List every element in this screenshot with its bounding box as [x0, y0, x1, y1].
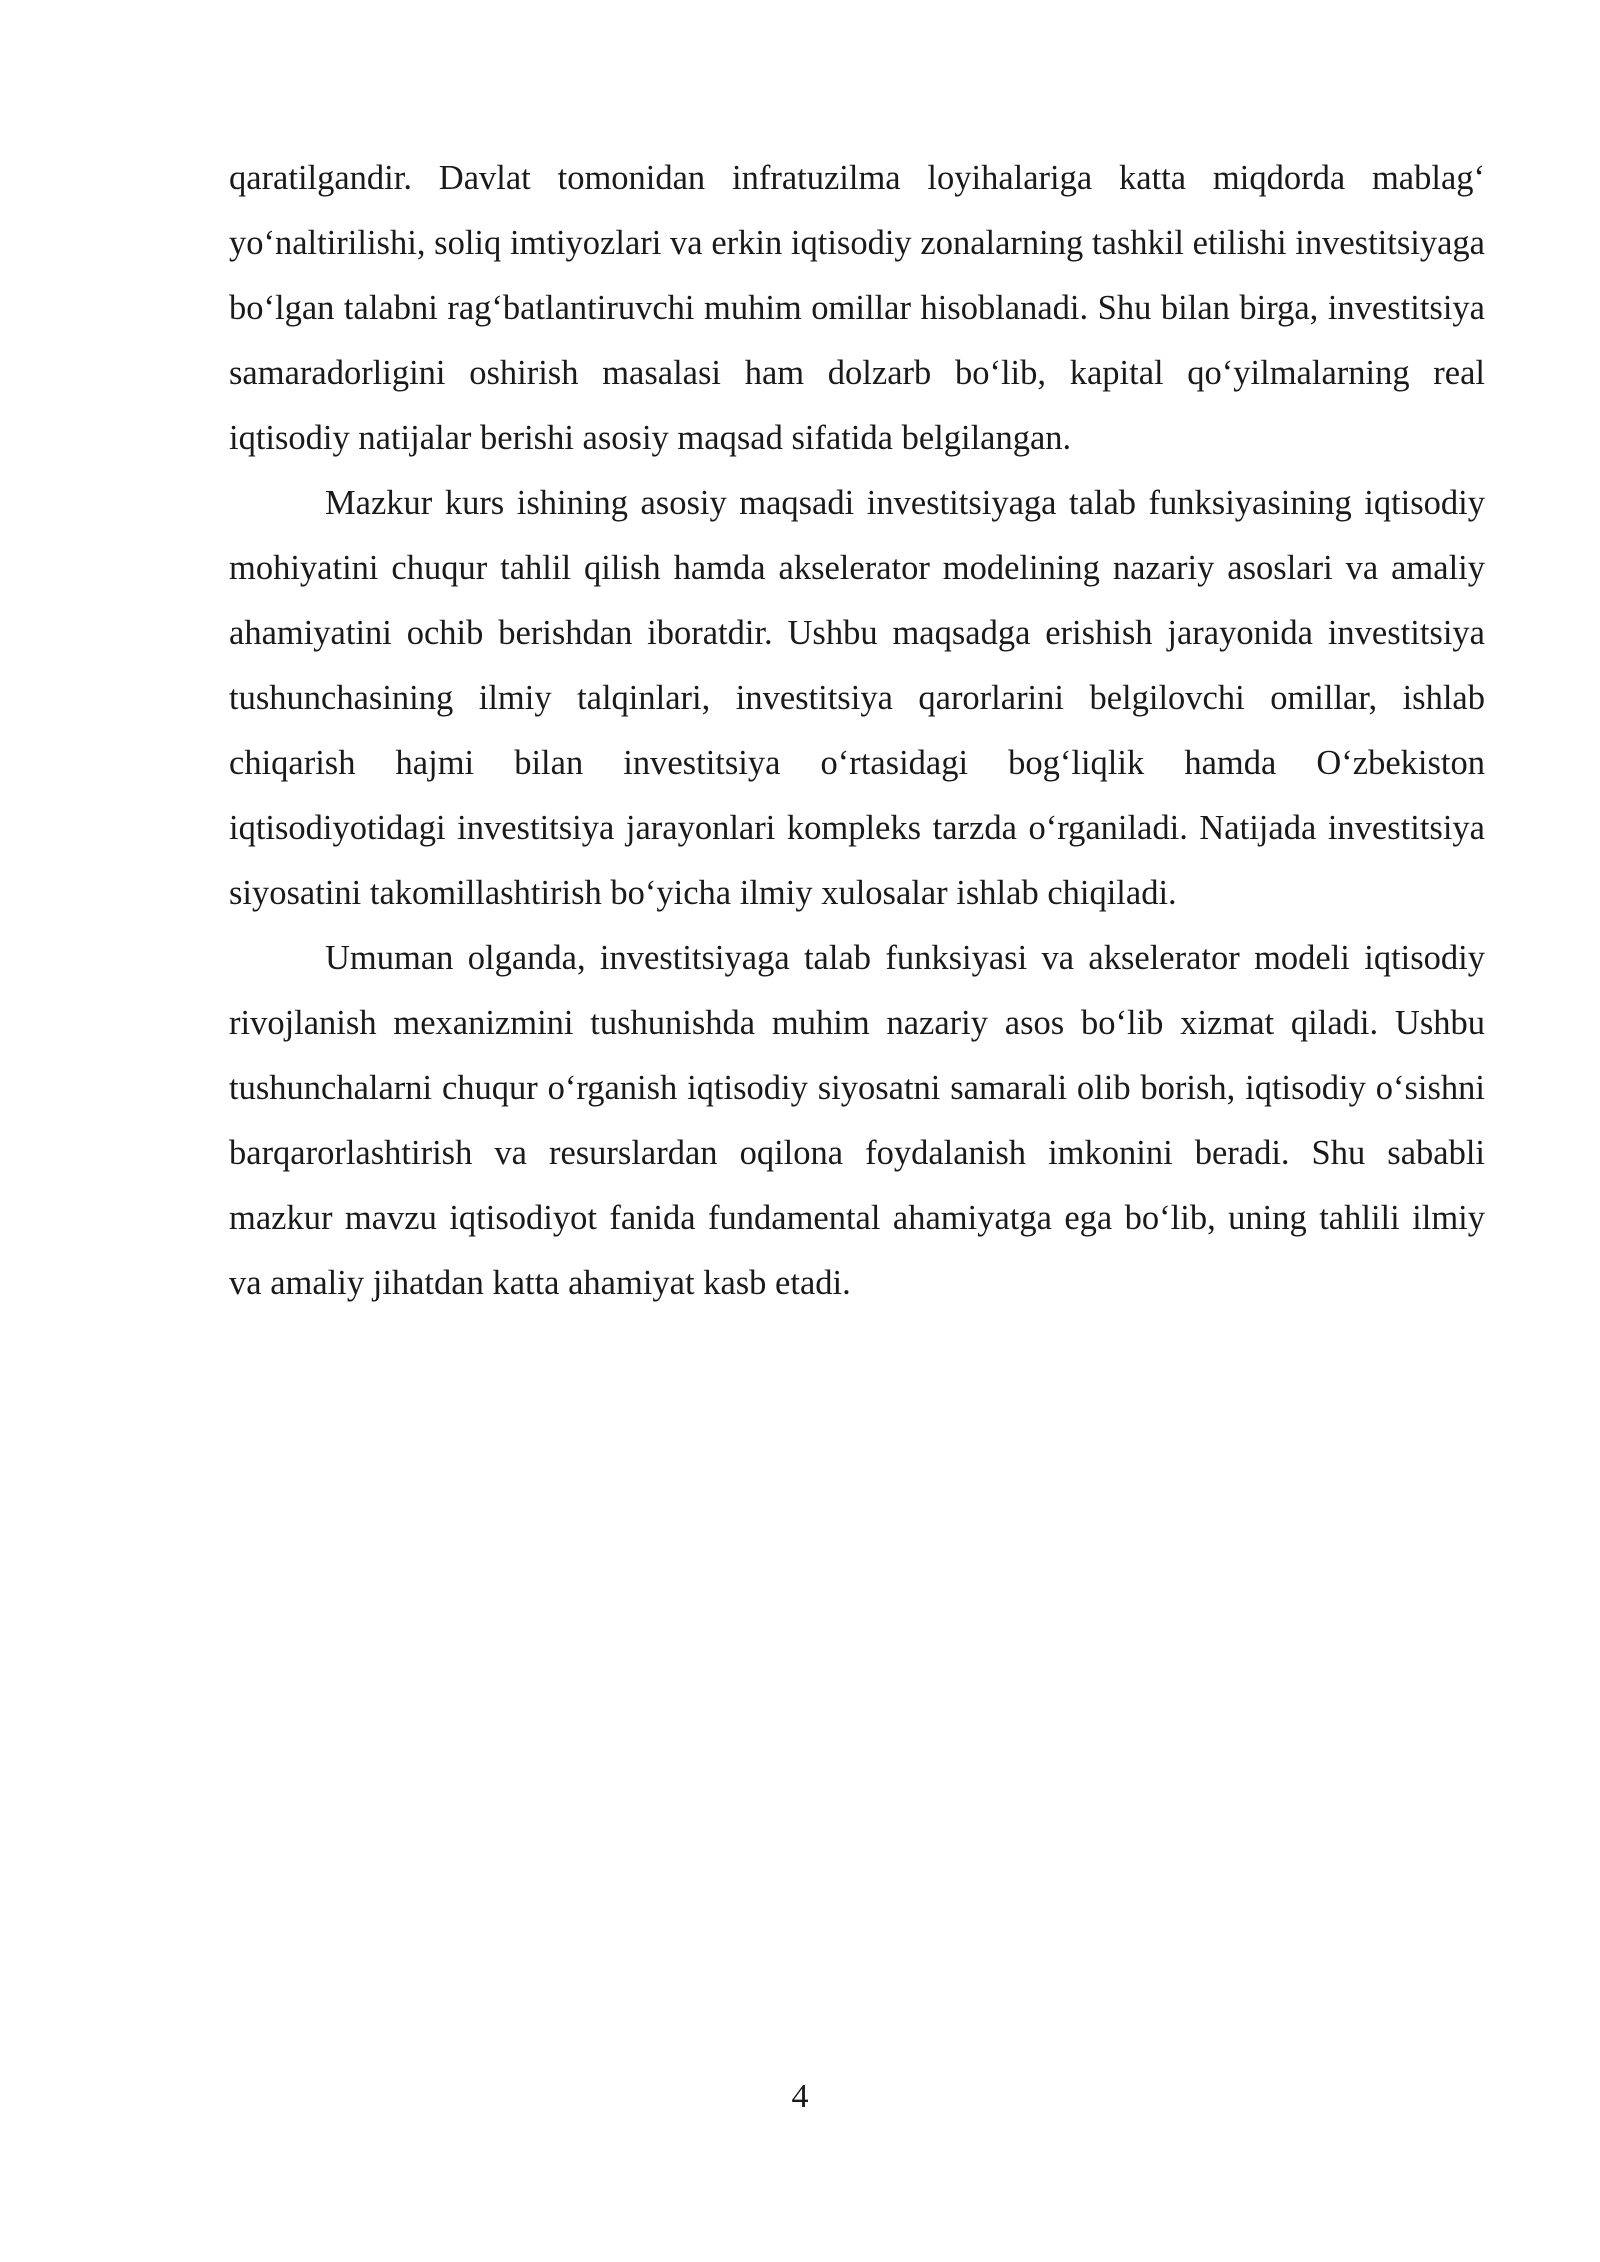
page-number: 4: [791, 2078, 809, 2115]
paragraph-course-goal: Mazkur kurs ishining asosiy maqsadi investitsiyaga talab funksiyasining iqtisodiy mohiyatini chuqur tahlil qilish hamda akselerator modelining nazariy asoslari va amaliy ahamiyatini ochib berishdan iboratdir. Ushbu maqsadga erishish jarayonida investitsiya tushunchasining ilmiy talqinlari, investitsiya qarorlarini belgilovchi omillar, ishlab chiqarish hajmi bilan investitsiya o‘rtasidagi bog‘liqlik hamda O‘zbekiston iqtisodiyotidagi investitsiya jarayonlari kompleks tarzda o‘rganiladi. Natijada investitsiya siyosatini takomillashtirish bo‘yicha ilmiy xulosalar ishlab chiqiladi.: [229, 484, 1485, 912]
paragraph-conclusion: Umuman olganda, investitsiyaga talab funksiyasi va akselerator modeli iqtisodiy rivojlanish mexanizmini tushunishda muhim nazariy asos bo‘lib xizmat qiladi. Ushbu tushunchalarni chuqur o‘rganish iqtisodiy siyosatni samarali olib borish, iqtisodiy o‘sishni barqarorlashtirish va resurslardan oqilona foydalanish imkonini beradi. Shu sababli mazkur mavzu iqtisodiyot fanida fundamental ahamiyatga ega bo‘lib, uning tahlili ilmiy va amaliy jihatdan katta ahamiyat kasb etadi.: [229, 939, 1485, 1302]
document-body: [229, 146, 1485, 1316]
paragraph-continuation: qaratilgandir. Davlat tomonidan infratuzilma loyihalariga katta miqdorda mablag‘ yo‘naltirilishi, soliq imtiyozlari va erkin iqtisodiy zonalarning tashkil etilishi investitsiyaga bo‘lgan talabni rag‘batlantiruvchi muhim omillar hisoblanadi. Shu bilan birga, investitsiya samaradorligini oshirish masalasi ham dolzarb bo‘lib, kapital qo‘yilmalarning real iqtisodiy natijalar berishi asosiy maqsad sifatida belgilangan.: [229, 159, 1485, 457]
